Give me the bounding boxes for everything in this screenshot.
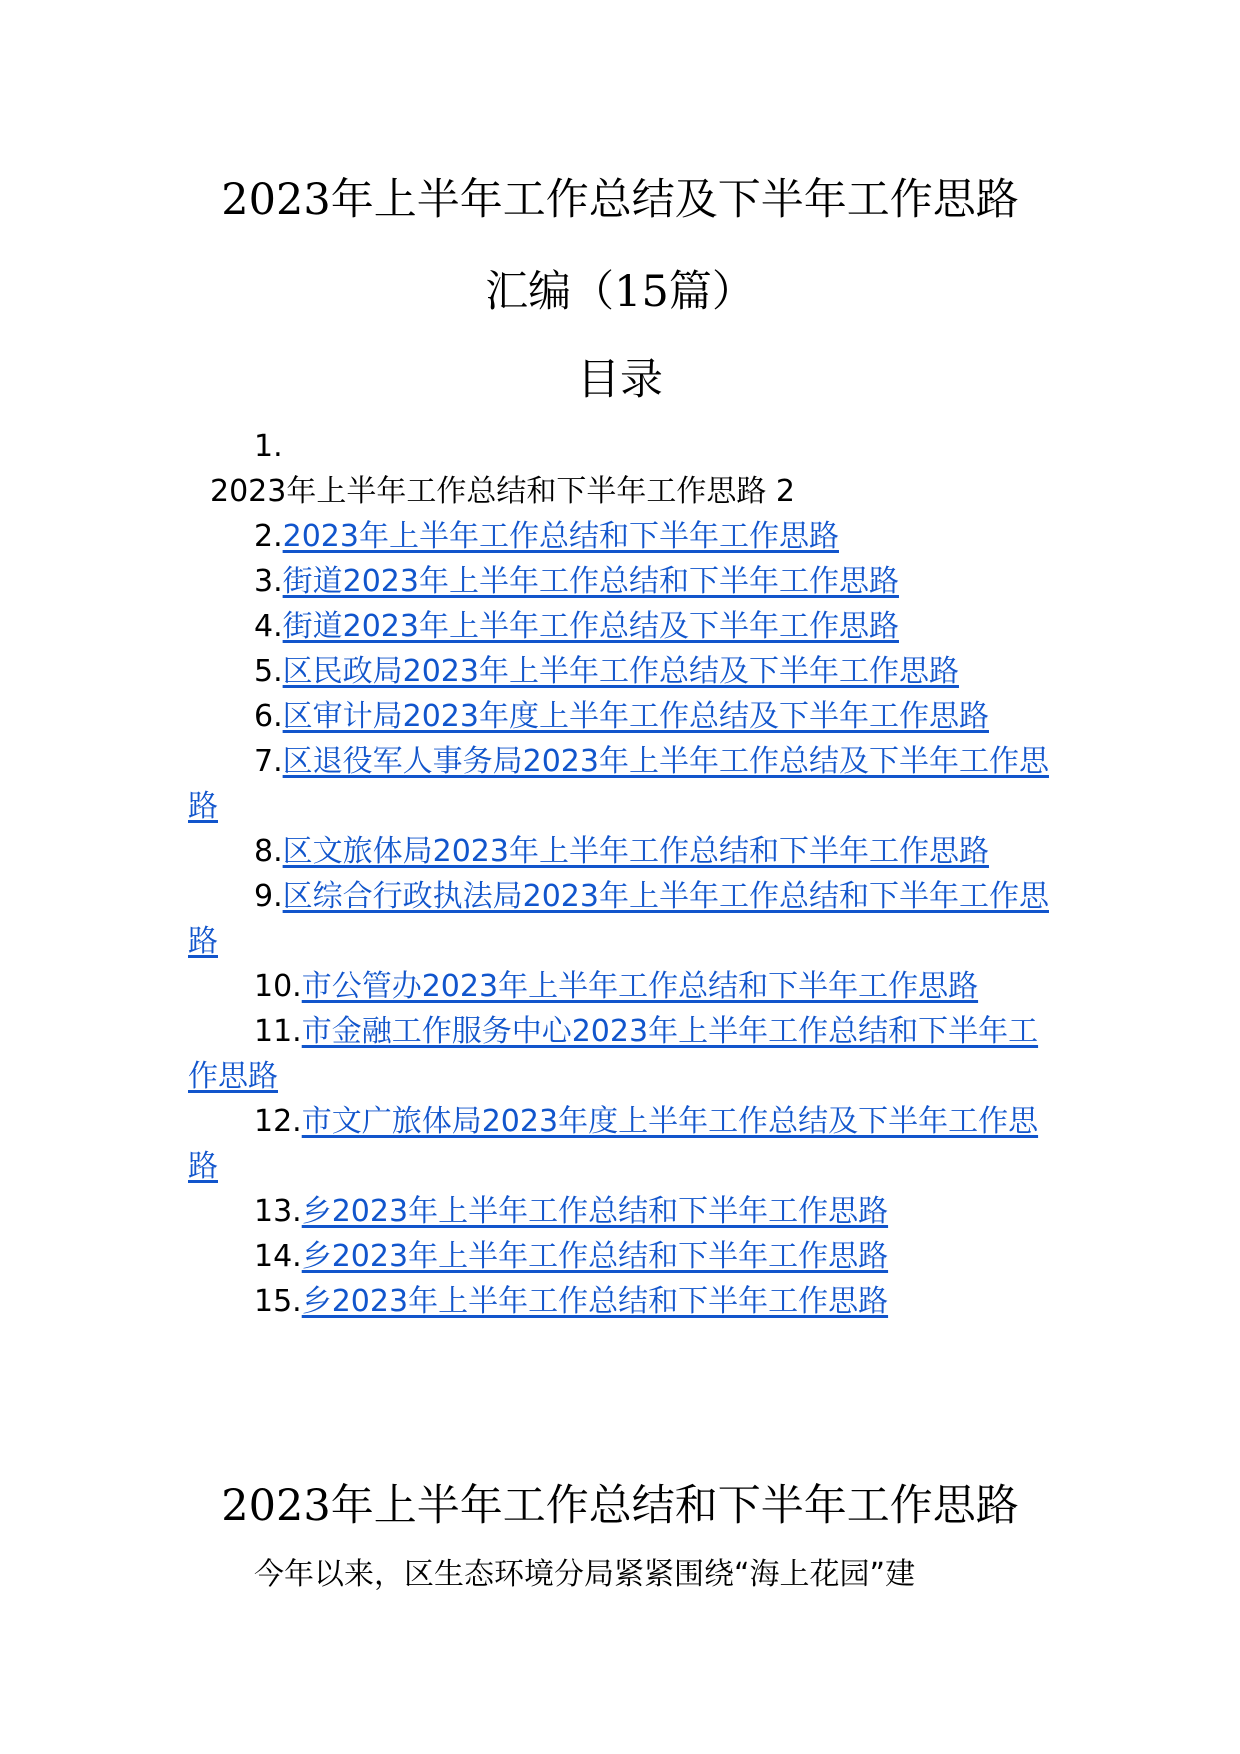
toc-item-number: 1. <box>254 429 283 464</box>
toc-link[interactable]: 区综合行政执法局2023年上半年工作总结和下半年工作思路 <box>188 879 1049 959</box>
toc-link[interactable]: 区审计局2023年度上半年工作总结及下半年工作思路 <box>282 699 989 734</box>
toc-item-number: 3. <box>254 564 283 599</box>
toc-item <box>188 829 1058 874</box>
toc-item-number: 14. <box>254 1239 302 1274</box>
toc-item <box>188 874 1058 964</box>
body-paragraph: 今年以来，区生态环境分局紧紧围绕“海上花园”建 <box>254 1557 916 1592</box>
toc-item <box>188 514 1058 559</box>
toc-item-number: 4. <box>254 609 283 644</box>
toc-item <box>188 739 1058 829</box>
toc-item-number: 7. <box>254 744 283 779</box>
toc-item <box>188 1279 1058 1324</box>
toc-item <box>188 559 1058 604</box>
toc-link[interactable]: 市金融工作服务中心2023年上半年工作总结和下半年工作思路 <box>188 1014 1039 1094</box>
toc-item-number: 15. <box>254 1284 302 1319</box>
document-title-line-2: 汇编（15篇） <box>485 267 755 317</box>
toc-link[interactable]: 乡2023年上半年工作总结和下半年工作思路 <box>301 1239 889 1274</box>
toc-item-number: 13. <box>254 1194 302 1229</box>
toc-link[interactable]: 乡2023年上半年工作总结和下半年工作思路 <box>301 1194 889 1229</box>
toc-item <box>188 1099 1058 1189</box>
document-title-line-1: 2023年上半年工作总结及下半年工作思路 <box>221 175 1019 225</box>
table-of-contents <box>188 424 1058 1324</box>
section-heading: 2023年上半年工作总结和下半年工作思路 <box>221 1481 1019 1531</box>
toc-item <box>188 694 1058 739</box>
toc-item <box>188 1189 1058 1234</box>
toc-item <box>188 1234 1058 1279</box>
toc-item-number: 12. <box>254 1104 302 1139</box>
toc-link[interactable]: 乡2023年上半年工作总结和下半年工作思路 <box>301 1284 889 1319</box>
toc-item-number: 10. <box>254 969 302 1004</box>
toc-link[interactable]: 街道2023年上半年工作总结和下半年工作思路 <box>282 564 899 599</box>
toc-item-number: 8. <box>254 834 283 869</box>
toc-item <box>188 1009 1058 1099</box>
toc-item <box>188 604 1058 649</box>
toc-item-number: 9. <box>254 879 283 914</box>
toc-item <box>188 649 1058 694</box>
toc-link[interactable]: 街道2023年上半年工作总结及下半年工作思路 <box>282 609 899 644</box>
toc-item-number: 2. <box>254 519 283 554</box>
toc-link[interactable]: 市公管办2023年上半年工作总结和下半年工作思路 <box>301 969 979 1004</box>
toc-item-number: 11. <box>254 1014 302 1049</box>
toc-link[interactable]: 区文旅体局2023年上半年工作总结和下半年工作思路 <box>282 834 989 869</box>
toc-heading: 目录 <box>577 355 663 405</box>
toc-item-label: 2023年上半年工作总结和下半年工作思路 2 <box>210 474 795 509</box>
toc-item <box>188 964 1058 1009</box>
toc-link[interactable]: 2023年上半年工作总结和下半年工作思路 <box>282 519 839 554</box>
toc-link[interactable]: 区民政局2023年上半年工作总结及下半年工作思路 <box>282 654 959 689</box>
toc-item <box>188 424 1058 514</box>
toc-link[interactable]: 区退役军人事务局2023年上半年工作总结及下半年工作思路 <box>188 744 1049 824</box>
toc-item-number: 6. <box>254 699 283 734</box>
toc-link[interactable]: 市文广旅体局2023年度上半年工作总结及下半年工作思路 <box>188 1104 1039 1184</box>
toc-item-number: 5. <box>254 654 283 689</box>
